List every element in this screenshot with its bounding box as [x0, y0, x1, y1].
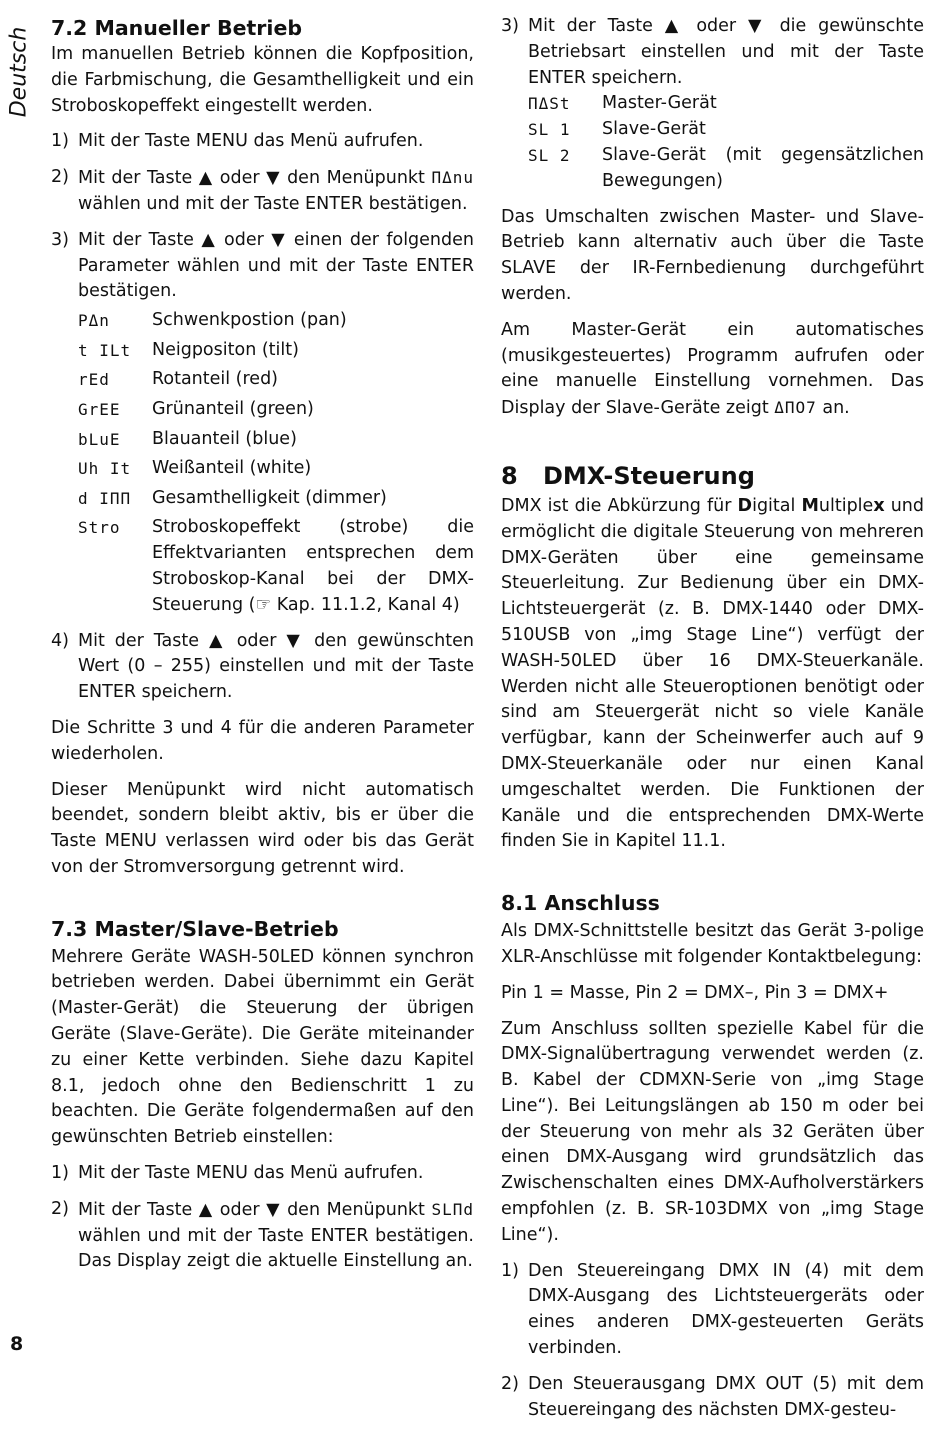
display-code: SLΠd — [431, 1199, 474, 1219]
step-text: Mit der Taste MENU das Menü aufrufen. — [78, 131, 424, 152]
step-text: Mit der Taste ▲ oder ▼ den gewünschten Wert (0 – 255) einstellen und mit der Taste ENTER speichern. — [78, 630, 474, 703]
step-number: 1) — [51, 131, 69, 152]
step-number: 2) — [51, 1198, 69, 1219]
parameter-desc: Weißanteil (white) — [152, 458, 312, 479]
parameter-desc: Neigpositon (tilt) — [152, 339, 299, 360]
acronym-letter: M — [801, 495, 819, 516]
mode-desc: Slave-Gerät (mit gegensätzlichen Bewegungen) — [602, 144, 924, 191]
parameter-row — [78, 515, 474, 618]
switch-note: Das Umschalten zwischen Master- und Slave-Betrieb kann alternativ auch über die Taste SLAVE der IR-Fernbedienung durchgeführt werden. — [501, 206, 924, 304]
parameter-row — [78, 456, 474, 482]
chapter-title: DMX-Steuerung — [543, 461, 755, 490]
left-column — [51, 14, 474, 1285]
display-code: GrEE — [78, 399, 121, 419]
display-code: rEd — [78, 370, 110, 390]
parameter-desc: Stroboskopeffekt (strobe) die Effektvarianten entsprechen dem Stroboskop-Kanal bei der DMX-Steuerung (☞ Kap. 11.1.2, Kanal 4) — [152, 517, 474, 615]
section-7-3-steps — [51, 1161, 474, 1275]
section-8-1-intro: Als DMX-Schnittstelle besitzt das Gerät 3-polige XLR-Anschlüsse mit folgender Kontaktbelegung: — [501, 921, 924, 967]
step-text: wählen und mit der Taste ENTER bestätigen. — [78, 193, 468, 214]
section-8-1-heading: 8.1 Anschluss — [501, 891, 660, 916]
step-item — [51, 629, 474, 706]
section-8-1-steps — [501, 1259, 924, 1424]
parameter-list — [78, 308, 474, 618]
repeat-note: Die Schritte 3 und 4 für die anderen Parameter wiederholen. — [51, 717, 474, 764]
menu-note: Dieser Menüpunkt wird nicht automatisch beendet, sondern bleibt aktiv, bis er über die Taste MENU verlassen wird oder bis das Gerät von der Stromversorgung getrennt wird. — [51, 779, 474, 877]
master-note-text: Am Master-Gerät ein automatisches (musikgesteuertes) Programm aufrufen oder eine manuelle Einstellung vornehmen. Das Display der Slave-Geräte zeigt — [501, 319, 924, 419]
section-7-3-intro: Mehrere Geräte WASH-50LED können synchron betrieben werden. Dabei übernimmt ein Gerät (Master-Gerät) die Steuerung der übrigen Geräte (Slave-Geräte). Die Geräte miteinander zu einer Kette verbinden. Siehe dazu Kapitel 8.1, jedoch ohne den Bedienschritt 1 zu beachten. Die Geräte folgendermaßen auf den gewünschten Betrieb einstellen: — [51, 946, 474, 1148]
text-run: ultiple — [818, 495, 874, 516]
step-number: 2) — [51, 167, 69, 188]
step-number: 3) — [51, 229, 69, 250]
text-run: igital — [752, 495, 802, 516]
mode-row — [528, 143, 924, 195]
step-number: 4) — [51, 630, 69, 651]
section-7-3-steps-continued — [501, 14, 924, 195]
display-code: SL 1 — [528, 120, 571, 140]
language-tab — [4, 18, 34, 126]
parameter-row — [78, 338, 474, 364]
parameter-desc: Grünanteil (green) — [152, 398, 314, 419]
text-run: DMX ist die Abkürzung für — [501, 495, 738, 516]
right-column — [501, 14, 924, 1433]
display-code: bLuE — [78, 429, 121, 449]
step-text: Den Steuerausgang DMX OUT (5) mit dem Steuereingang des nächsten DMX-gesteu- — [528, 1373, 924, 1420]
language-label: Deutsch — [6, 26, 32, 118]
text-run: und ermöglicht die digitale Steuerung von mehreren DMX-Geräten über eine gemeinsame Steuerleitung. Zur Bedienung über ein DMX-Lichtsteuergerät (z. B. DMX-1440 oder DMX-510USB von „img Stage Line“) verfügt der WASH-50LED über 16 DMX-Steuerkanäle. Werden nicht alle Steueroptionen benötigt oder sind am Steuergerät nicht so viele Kanäle verfügbar, kann der Scheinwerfer auch auf 9 DMX-Steuerkanäle oder nur einen Kanal umgeschaltet werden. Die Funktionen der Kanäle und die entsprechenden DMX-Werte finden Sie in Kapitel 11.1. — [501, 495, 925, 852]
step-text: wählen und mit der Taste ENTER bestätigen. Das Display zeigt die aktuelle Einstellung an. — [78, 1225, 474, 1272]
display-code: SL 2 — [528, 145, 571, 165]
step-text: Mit der Taste ▲ oder ▼ einen der folgenden Parameter wählen und mit der Taste ENTER bestätigen. — [78, 229, 474, 302]
parameter-desc: Blauanteil (blue) — [152, 428, 297, 449]
display-code: d IΠΠ — [78, 488, 132, 508]
step-text: Mit der Taste ▲ oder ▼ den Menüpunkt — [78, 1199, 432, 1220]
step-number: 1) — [501, 1260, 519, 1281]
mode-desc: Slave-Gerät — [602, 119, 706, 140]
master-note-end: an. — [816, 398, 850, 419]
parameter-row — [78, 308, 474, 334]
step-item — [501, 1372, 924, 1424]
step-text: Mit der Taste MENU das Menü aufrufen. — [78, 1163, 424, 1184]
step-item — [51, 1161, 474, 1187]
step-number: 2) — [501, 1373, 519, 1394]
mode-list — [528, 91, 924, 194]
pin-assignment: Pin 1 = Masse, Pin 2 = DMX–, Pin 3 = DMX+ — [501, 982, 889, 1003]
step-text: Mit der Taste ▲ oder ▼ den Menüpunkt — [78, 168, 432, 189]
cable-note: Zum Anschluss sollten spezielle Kabel für die DMX-Signalübertragung verwendet werden (z. B. Kabel der CDMXN-Serie von „img Stage Line“). Bei Leitungslängen ab 150 m oder bei der Steuerung von mehr als 32 Geräten über einen DMX-Ausgang wird grundsätzlich das Zwischenschalten eines DMX-Aufholverstärkers empfohlen (z. B. SR-103DMX von „img Stage Line“). — [501, 1018, 924, 1245]
display-code: ΠΔnu — [431, 168, 474, 188]
chapter-8-intro — [501, 494, 924, 855]
step-text: Mit der Taste ▲ oder ▼ die gewünschte Betriebsart einstellen und mit der Taste ENTER speichern. — [528, 16, 924, 88]
step-item — [501, 1259, 924, 1362]
parameter-row — [78, 427, 474, 453]
step-item — [51, 228, 474, 619]
parameter-desc: Gesamthelligkeit (dimmer) — [152, 487, 387, 508]
step-number: 3) — [501, 16, 519, 36]
section-7-2-heading: 7.2 Manueller Betrieb — [51, 16, 303, 40]
step-item — [51, 129, 474, 155]
section-7-2-steps — [51, 129, 474, 706]
mode-desc: Master-Gerät — [602, 93, 717, 114]
step-text: Den Steuereingang DMX IN (4) mit dem DMX-Ausgang des Lichtsteuergeräts oder eines anderen DMX-gesteuerten Geräts verbinden. — [528, 1260, 924, 1359]
acronym-letter: x — [873, 495, 885, 516]
step-item — [51, 165, 474, 218]
step-number: 1) — [51, 1163, 69, 1184]
chapter-8-heading — [501, 460, 924, 492]
parameter-desc: Rotanteil (red) — [152, 369, 279, 390]
section-7-3-heading: 7.3 Master/Slave-Betrieb — [51, 916, 339, 941]
chapter-number: 8 — [501, 461, 518, 490]
page-number: 8 — [10, 1333, 24, 1355]
acronym-letter: D — [737, 495, 753, 516]
display-code: ΔΠΟ7 — [774, 398, 817, 418]
mode-row — [528, 91, 924, 117]
display-code: Uh It — [78, 459, 132, 479]
parameter-row — [78, 367, 474, 393]
section-7-2-intro: Im manuellen Betrieb können die Kopfposition, die Farbmischung, die Gesamthelligkeit und ein Stroboskopeffekt eingestellt werden. — [51, 44, 474, 116]
parameter-desc: Schwenkpostion (pan) — [152, 310, 347, 331]
display-code: ΠΔSt — [528, 94, 571, 114]
step-item — [51, 1197, 474, 1275]
master-note — [501, 318, 924, 422]
display-code: t ILt — [78, 340, 132, 360]
display-code: PΔn — [78, 311, 110, 331]
parameter-row — [78, 486, 474, 512]
display-code: Stro — [78, 518, 121, 538]
parameter-row — [78, 397, 474, 423]
mode-row — [528, 117, 924, 143]
step-item — [501, 14, 924, 195]
